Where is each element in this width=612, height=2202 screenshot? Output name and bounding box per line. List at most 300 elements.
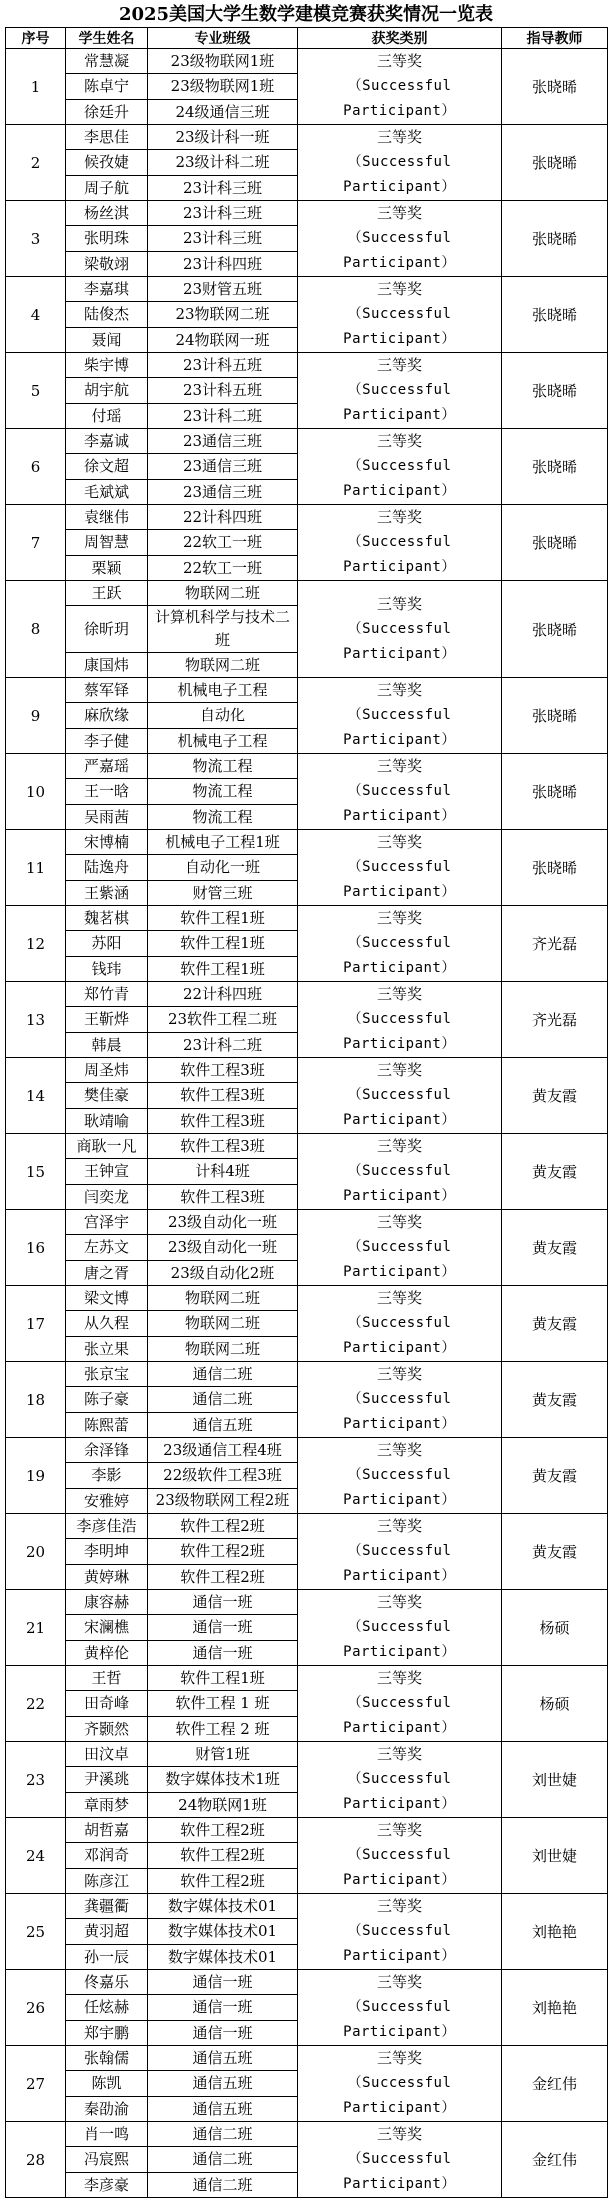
award-english: （Successful bbox=[347, 1011, 452, 1027]
award-english: （Successful bbox=[347, 1391, 452, 1407]
major-class: 软件工程 2 班 bbox=[148, 1716, 298, 1741]
award-type bbox=[298, 1590, 502, 1666]
award-level: 三等奖 bbox=[376, 1973, 422, 1991]
award-type bbox=[298, 353, 502, 429]
student-name: 张京宝 bbox=[66, 1362, 148, 1387]
student-name: 闫奕龙 bbox=[66, 1184, 148, 1209]
student-name: 陈卓宁 bbox=[66, 74, 148, 99]
student-name: 陆逸舟 bbox=[66, 855, 148, 880]
major-class: 23物联网二班 bbox=[148, 302, 298, 327]
advisor-name: 张晓晞 bbox=[502, 277, 608, 353]
award-level: 三等奖 bbox=[376, 1441, 422, 1459]
advisor-name: 黄友霞 bbox=[502, 1134, 608, 1210]
award-level: 三等奖 bbox=[376, 2125, 422, 2143]
student-name: 安雅婷 bbox=[66, 1488, 148, 1513]
major-class: 通信一班 bbox=[148, 1590, 298, 1615]
award-level: 三等奖 bbox=[376, 1897, 422, 1915]
award-english: （Successful bbox=[347, 230, 452, 246]
major-class: 23计科三班 bbox=[148, 201, 298, 226]
advisor-name: 刘世婕 bbox=[502, 1742, 608, 1818]
major-class: 软件工程3班 bbox=[148, 1184, 298, 1209]
award-english: Participant） bbox=[343, 255, 456, 271]
advisor-name: 张晓晞 bbox=[502, 581, 608, 678]
major-class: 软件工程2班 bbox=[148, 1818, 298, 1843]
student-name: 蔡军铎 bbox=[66, 678, 148, 703]
advisor-name: 黄友霞 bbox=[502, 1286, 608, 1362]
student-name: 钱玮 bbox=[66, 956, 148, 981]
award-english: Participant） bbox=[343, 331, 456, 347]
major-class: 机械电子工程 bbox=[148, 728, 298, 753]
student-name: 韩晨 bbox=[66, 1032, 148, 1057]
group-number: 19 bbox=[6, 1438, 66, 1514]
group-number: 13 bbox=[6, 982, 66, 1058]
award-english: （Successful bbox=[347, 1771, 452, 1787]
major-class: 23计科五班 bbox=[148, 378, 298, 403]
student-name: 陈彦江 bbox=[66, 1868, 148, 1893]
award-type bbox=[298, 1742, 502, 1818]
group-number: 10 bbox=[6, 754, 66, 830]
award-english: （Successful bbox=[347, 1543, 452, 1559]
table-row bbox=[6, 1818, 608, 1843]
advisor-name: 金红伟 bbox=[502, 2122, 608, 2198]
award-english: Participant） bbox=[343, 960, 456, 976]
group-number: 8 bbox=[6, 581, 66, 678]
award-level: 三等奖 bbox=[376, 52, 422, 70]
major-class: 24物联网1班 bbox=[148, 1792, 298, 1817]
advisor-name: 张晓晞 bbox=[502, 429, 608, 505]
student-name: 陆俊杰 bbox=[66, 302, 148, 327]
major-class: 软件工程3班 bbox=[148, 1134, 298, 1159]
award-english: （Successful bbox=[347, 1923, 452, 1939]
group-number: 2 bbox=[6, 125, 66, 201]
group-number: 23 bbox=[6, 1742, 66, 1818]
student-name: 张翰儒 bbox=[66, 2046, 148, 2071]
student-name: 龚疆衢 bbox=[66, 1894, 148, 1919]
major-class: 物流工程 bbox=[148, 779, 298, 804]
award-type bbox=[298, 581, 502, 678]
award-english: Participant） bbox=[343, 1340, 456, 1356]
student-name: 苏阳 bbox=[66, 931, 148, 956]
student-name: 李嘉诚 bbox=[66, 429, 148, 454]
student-name: 张明珠 bbox=[66, 226, 148, 251]
award-english: Participant） bbox=[343, 103, 456, 119]
major-class: 23计科四班 bbox=[148, 251, 298, 276]
student-name: 邓润奇 bbox=[66, 1843, 148, 1868]
major-class: 通信一班 bbox=[148, 2020, 298, 2045]
group-number: 22 bbox=[6, 1666, 66, 1742]
header-row bbox=[6, 28, 608, 49]
major-class: 软件工程 1 班 bbox=[148, 1691, 298, 1716]
award-english: （Successful bbox=[347, 2075, 452, 2091]
award-english: （Successful bbox=[347, 1467, 452, 1483]
major-class: 23财管五班 bbox=[148, 277, 298, 302]
student-name: 田汶卓 bbox=[66, 1742, 148, 1767]
major-class: 22计科四班 bbox=[148, 505, 298, 530]
group-number: 3 bbox=[6, 201, 66, 277]
advisor-name: 齐光磊 bbox=[502, 906, 608, 982]
major-class: 23通信三班 bbox=[148, 479, 298, 504]
advisor-name: 张晓晞 bbox=[502, 830, 608, 906]
student-name: 黄羽超 bbox=[66, 1919, 148, 1944]
table-row bbox=[6, 125, 608, 150]
award-level: 三等奖 bbox=[376, 833, 422, 851]
major-class: 24级通信三班 bbox=[148, 99, 298, 124]
student-name: 宫泽宇 bbox=[66, 1210, 148, 1235]
award-english: Participant） bbox=[343, 1036, 456, 1052]
table-row bbox=[6, 906, 608, 931]
major-class: 23级自动化一班 bbox=[148, 1235, 298, 1260]
student-name: 李彦佳浩 bbox=[66, 1514, 148, 1539]
major-class: 23通信三班 bbox=[148, 429, 298, 454]
table-row bbox=[6, 2122, 608, 2147]
award-level: 三等奖 bbox=[376, 1061, 422, 1079]
major-class: 物联网二班 bbox=[148, 1311, 298, 1336]
student-name: 李嘉琪 bbox=[66, 277, 148, 302]
table-row bbox=[6, 1362, 608, 1387]
major-class: 23计科二班 bbox=[148, 1032, 298, 1057]
student-name: 田奇峰 bbox=[66, 1691, 148, 1716]
award-english: Participant） bbox=[343, 2176, 456, 2192]
student-name: 徐廷升 bbox=[66, 99, 148, 124]
award-level: 三等奖 bbox=[376, 280, 422, 298]
major-class: 软件工程1班 bbox=[148, 1666, 298, 1691]
advisor-name: 黄友霞 bbox=[502, 1210, 608, 1286]
group-number: 21 bbox=[6, 1590, 66, 1666]
award-english: Participant） bbox=[343, 1112, 456, 1128]
student-name: 孙一辰 bbox=[66, 1944, 148, 1969]
advisor-name: 张晓晞 bbox=[502, 353, 608, 429]
student-name: 从久程 bbox=[66, 1311, 148, 1336]
award-type bbox=[298, 1438, 502, 1514]
award-english: （Successful bbox=[347, 534, 452, 550]
award-level: 三等奖 bbox=[376, 356, 422, 374]
award-english: （Successful bbox=[347, 382, 452, 398]
award-type bbox=[298, 1362, 502, 1438]
table-row bbox=[6, 1590, 608, 1615]
table-row bbox=[6, 1666, 608, 1691]
major-class: 软件工程2班 bbox=[148, 1564, 298, 1589]
table-row bbox=[6, 2046, 608, 2071]
award-type bbox=[298, 201, 502, 277]
award-english: Participant） bbox=[343, 1492, 456, 1508]
major-class: 通信五班 bbox=[148, 2046, 298, 2071]
table-row bbox=[6, 1742, 608, 1767]
major-class: 通信一班 bbox=[148, 1995, 298, 2020]
group-number: 6 bbox=[6, 429, 66, 505]
student-name: 肖一鸣 bbox=[66, 2122, 148, 2147]
award-english: Participant） bbox=[343, 645, 456, 662]
advisor-name: 刘艳艳 bbox=[502, 1894, 608, 1970]
major-class: 软件工程3班 bbox=[148, 1058, 298, 1083]
advisor-name: 张晓晞 bbox=[502, 754, 608, 830]
award-english: （Successful bbox=[347, 1619, 452, 1635]
award-english: Participant） bbox=[343, 1264, 456, 1280]
major-class: 23级物联网1班 bbox=[148, 49, 298, 74]
table-row bbox=[6, 429, 608, 454]
award-type bbox=[298, 1818, 502, 1894]
award-level: 三等奖 bbox=[376, 909, 422, 927]
advisor-name: 杨硕 bbox=[502, 1666, 608, 1742]
major-class: 软件工程2班 bbox=[148, 1539, 298, 1564]
student-name: 王跃 bbox=[66, 581, 148, 606]
student-name: 徐文超 bbox=[66, 454, 148, 479]
award-english: （Successful bbox=[347, 1315, 452, 1331]
table-row bbox=[6, 1134, 608, 1159]
student-name: 康容赫 bbox=[66, 1590, 148, 1615]
student-name: 樊佳豪 bbox=[66, 1083, 148, 1108]
award-level: 三等奖 bbox=[376, 1137, 422, 1155]
major-class: 机械电子工程 bbox=[148, 678, 298, 703]
major-class: 通信二班 bbox=[148, 1387, 298, 1412]
major-class: 软件工程2班 bbox=[148, 1514, 298, 1539]
award-english: （Successful bbox=[347, 707, 452, 723]
student-name: 郑宇鹏 bbox=[66, 2020, 148, 2045]
student-name: 任炫赫 bbox=[66, 1995, 148, 2020]
student-name: 柴宇博 bbox=[66, 353, 148, 378]
award-english: Participant） bbox=[343, 2100, 456, 2116]
student-name: 黄婷琳 bbox=[66, 1564, 148, 1589]
award-type bbox=[298, 982, 502, 1058]
major-class: 物联网二班 bbox=[148, 1286, 298, 1311]
major-class: 数字媒体技术1班 bbox=[148, 1767, 298, 1792]
award-english: Participant） bbox=[343, 2024, 456, 2040]
major-class: 自动化 bbox=[148, 703, 298, 728]
major-class: 22级软件工程3班 bbox=[148, 1463, 298, 1488]
award-type bbox=[298, 906, 502, 982]
table-row bbox=[6, 1894, 608, 1919]
major-class: 软件工程1班 bbox=[148, 956, 298, 981]
student-name: 商耿一凡 bbox=[66, 1134, 148, 1159]
award-type bbox=[298, 49, 502, 125]
student-name: 康国炜 bbox=[66, 653, 148, 678]
major-class: 23级通信工程4班 bbox=[148, 1438, 298, 1463]
award-type bbox=[298, 1210, 502, 1286]
table-row bbox=[6, 1286, 608, 1311]
award-english: Participant） bbox=[343, 559, 456, 575]
major-class: 22软工一班 bbox=[148, 530, 298, 555]
award-type bbox=[298, 1286, 502, 1362]
student-name: 王一晗 bbox=[66, 779, 148, 804]
table-row bbox=[6, 982, 608, 1007]
table-row bbox=[6, 754, 608, 779]
header-award-type: 获奖类别 bbox=[298, 28, 502, 49]
award-english: （Successful bbox=[347, 1999, 452, 2015]
award-sheet bbox=[5, 3, 607, 2198]
award-english: （Successful bbox=[347, 154, 452, 170]
award-english: Participant） bbox=[343, 1188, 456, 1204]
award-english: Participant） bbox=[343, 179, 456, 195]
student-name: 毛斌斌 bbox=[66, 479, 148, 504]
award-type bbox=[298, 429, 502, 505]
student-name: 严嘉瑶 bbox=[66, 754, 148, 779]
header-student-name: 学生姓名 bbox=[66, 28, 148, 49]
award-type bbox=[298, 1514, 502, 1590]
award-english: Participant） bbox=[343, 884, 456, 900]
advisor-name: 刘艳艳 bbox=[502, 1970, 608, 2046]
major-class: 通信一班 bbox=[148, 1640, 298, 1665]
student-name: 齐颢然 bbox=[66, 1716, 148, 1741]
award-english: Participant） bbox=[343, 1720, 456, 1736]
student-name: 栗颖 bbox=[66, 555, 148, 580]
table-row bbox=[6, 1438, 608, 1463]
award-english: （Successful bbox=[347, 859, 452, 875]
student-name: 尹溪珧 bbox=[66, 1767, 148, 1792]
award-english: （Successful bbox=[347, 783, 452, 799]
major-class: 物流工程 bbox=[148, 754, 298, 779]
award-english: （Successful bbox=[347, 620, 452, 637]
advisor-name: 张晓晞 bbox=[502, 125, 608, 201]
major-class: 22计科四班 bbox=[148, 982, 298, 1007]
major-class: 软件工程2班 bbox=[148, 1868, 298, 1893]
award-table bbox=[5, 27, 608, 2198]
award-english: Participant） bbox=[343, 1872, 456, 1888]
major-class: 物流工程 bbox=[148, 804, 298, 829]
student-name: 李思佳 bbox=[66, 125, 148, 150]
header-major-class: 专业班级 bbox=[148, 28, 298, 49]
award-type bbox=[298, 754, 502, 830]
student-name: 郑竹青 bbox=[66, 982, 148, 1007]
award-english: （Successful bbox=[347, 1239, 452, 1255]
student-name: 付瑶 bbox=[66, 403, 148, 428]
student-name: 冯宸熙 bbox=[66, 2147, 148, 2172]
major-class: 软件工程3班 bbox=[148, 1083, 298, 1108]
award-english: （Successful bbox=[347, 2151, 452, 2167]
student-name: 聂闻 bbox=[66, 327, 148, 352]
award-level: 三等奖 bbox=[376, 1365, 422, 1383]
major-class: 23计科三班 bbox=[148, 226, 298, 251]
group-number: 4 bbox=[6, 277, 66, 353]
advisor-name: 张晓晞 bbox=[502, 49, 608, 125]
major-class: 通信二班 bbox=[148, 2122, 298, 2147]
award-type bbox=[298, 2122, 502, 2198]
student-name: 麻欣缘 bbox=[66, 703, 148, 728]
group-number: 7 bbox=[6, 505, 66, 581]
table-row bbox=[6, 277, 608, 302]
group-number: 16 bbox=[6, 1210, 66, 1286]
group-number: 24 bbox=[6, 1818, 66, 1894]
major-class: 23软件工程二班 bbox=[148, 1007, 298, 1032]
advisor-name: 张晓晞 bbox=[502, 505, 608, 581]
student-name: 魏茗棋 bbox=[66, 906, 148, 931]
award-level: 三等奖 bbox=[376, 985, 422, 1003]
table-row bbox=[6, 201, 608, 226]
major-class: 软件工程1班 bbox=[148, 906, 298, 931]
group-number: 25 bbox=[6, 1894, 66, 1970]
advisor-name: 张晓晞 bbox=[502, 201, 608, 277]
student-name: 余泽锋 bbox=[66, 1438, 148, 1463]
award-english: Participant） bbox=[343, 483, 456, 499]
award-english: （Successful bbox=[347, 1847, 452, 1863]
student-name: 张立果 bbox=[66, 1336, 148, 1361]
group-number: 20 bbox=[6, 1514, 66, 1590]
table-body bbox=[6, 49, 608, 2198]
group-number: 28 bbox=[6, 2122, 66, 2198]
student-name: 左苏文 bbox=[66, 1235, 148, 1260]
group-number: 9 bbox=[6, 678, 66, 754]
student-name: 秦劭渝 bbox=[66, 2096, 148, 2121]
major-class: 23计科五班 bbox=[148, 353, 298, 378]
award-type bbox=[298, 505, 502, 581]
major-class: 物联网二班 bbox=[148, 581, 298, 606]
major-class: 通信五班 bbox=[148, 2071, 298, 2096]
group-number: 11 bbox=[6, 830, 66, 906]
award-level: 三等奖 bbox=[376, 1821, 422, 1839]
award-english: （Successful bbox=[347, 78, 452, 94]
table-row bbox=[6, 505, 608, 530]
student-name: 胡哲嘉 bbox=[66, 1818, 148, 1843]
major-class: 数字媒体技术01 bbox=[148, 1894, 298, 1919]
table-row bbox=[6, 1514, 608, 1539]
student-name: 李子健 bbox=[66, 728, 148, 753]
student-name: 陈熙蕾 bbox=[66, 1412, 148, 1437]
student-name: 章雨梦 bbox=[66, 1792, 148, 1817]
award-english: Participant） bbox=[343, 1948, 456, 1964]
group-number: 1 bbox=[6, 49, 66, 125]
table-row bbox=[6, 353, 608, 378]
award-type bbox=[298, 125, 502, 201]
major-class: 23计科二班 bbox=[148, 403, 298, 428]
student-name: 梁文博 bbox=[66, 1286, 148, 1311]
student-name: 王哲 bbox=[66, 1666, 148, 1691]
major-class: 23级物联网1班 bbox=[148, 74, 298, 99]
major-class: 通信五班 bbox=[148, 2096, 298, 2121]
major-class: 24物联网一班 bbox=[148, 327, 298, 352]
student-name: 梁敬翊 bbox=[66, 251, 148, 276]
table-row bbox=[6, 1058, 608, 1083]
table-row bbox=[6, 581, 608, 606]
student-name: 徐昕玥 bbox=[66, 606, 148, 653]
student-name: 宋澜樵 bbox=[66, 1615, 148, 1640]
student-name: 陈子豪 bbox=[66, 1387, 148, 1412]
major-class: 机械电子工程1班 bbox=[148, 830, 298, 855]
award-english: （Successful bbox=[347, 306, 452, 322]
award-level: 三等奖 bbox=[376, 1517, 422, 1535]
major-class: 23通信三班 bbox=[148, 454, 298, 479]
major-class: 数字媒体技术01 bbox=[148, 1919, 298, 1944]
award-type bbox=[298, 1894, 502, 1970]
advisor-name: 黄友霞 bbox=[502, 1514, 608, 1590]
student-name: 李明坤 bbox=[66, 1539, 148, 1564]
major-class: 数字媒体技术01 bbox=[148, 1944, 298, 1969]
award-type bbox=[298, 1058, 502, 1134]
award-level: 三等奖 bbox=[376, 508, 422, 526]
group-number: 5 bbox=[6, 353, 66, 429]
student-name: 周智慧 bbox=[66, 530, 148, 555]
major-class: 软件工程2班 bbox=[148, 1843, 298, 1868]
award-english: Participant） bbox=[343, 1416, 456, 1432]
student-name: 黄梓伦 bbox=[66, 1640, 148, 1665]
award-level: 三等奖 bbox=[376, 1669, 422, 1687]
student-name: 佟嘉乐 bbox=[66, 1970, 148, 1995]
major-class: 通信二班 bbox=[148, 2172, 298, 2197]
major-class: 23级自动化一班 bbox=[148, 1210, 298, 1235]
group-number: 12 bbox=[6, 906, 66, 982]
award-level: 三等奖 bbox=[376, 594, 422, 613]
group-number: 26 bbox=[6, 1970, 66, 2046]
student-name: 吴雨茜 bbox=[66, 804, 148, 829]
student-name: 候孜婕 bbox=[66, 150, 148, 175]
major-class: 23级计科二班 bbox=[148, 150, 298, 175]
major-class: 物联网二班 bbox=[148, 653, 298, 678]
major-class: 23级计科一班 bbox=[148, 125, 298, 150]
major-class: 计科4班 bbox=[148, 1159, 298, 1184]
major-class: 通信一班 bbox=[148, 1615, 298, 1640]
major-class: 通信一班 bbox=[148, 1970, 298, 1995]
advisor-name: 张晓晞 bbox=[502, 678, 608, 754]
student-name: 常慧凝 bbox=[66, 49, 148, 74]
major-class: 22软工一班 bbox=[148, 555, 298, 580]
student-name: 宋博楠 bbox=[66, 830, 148, 855]
